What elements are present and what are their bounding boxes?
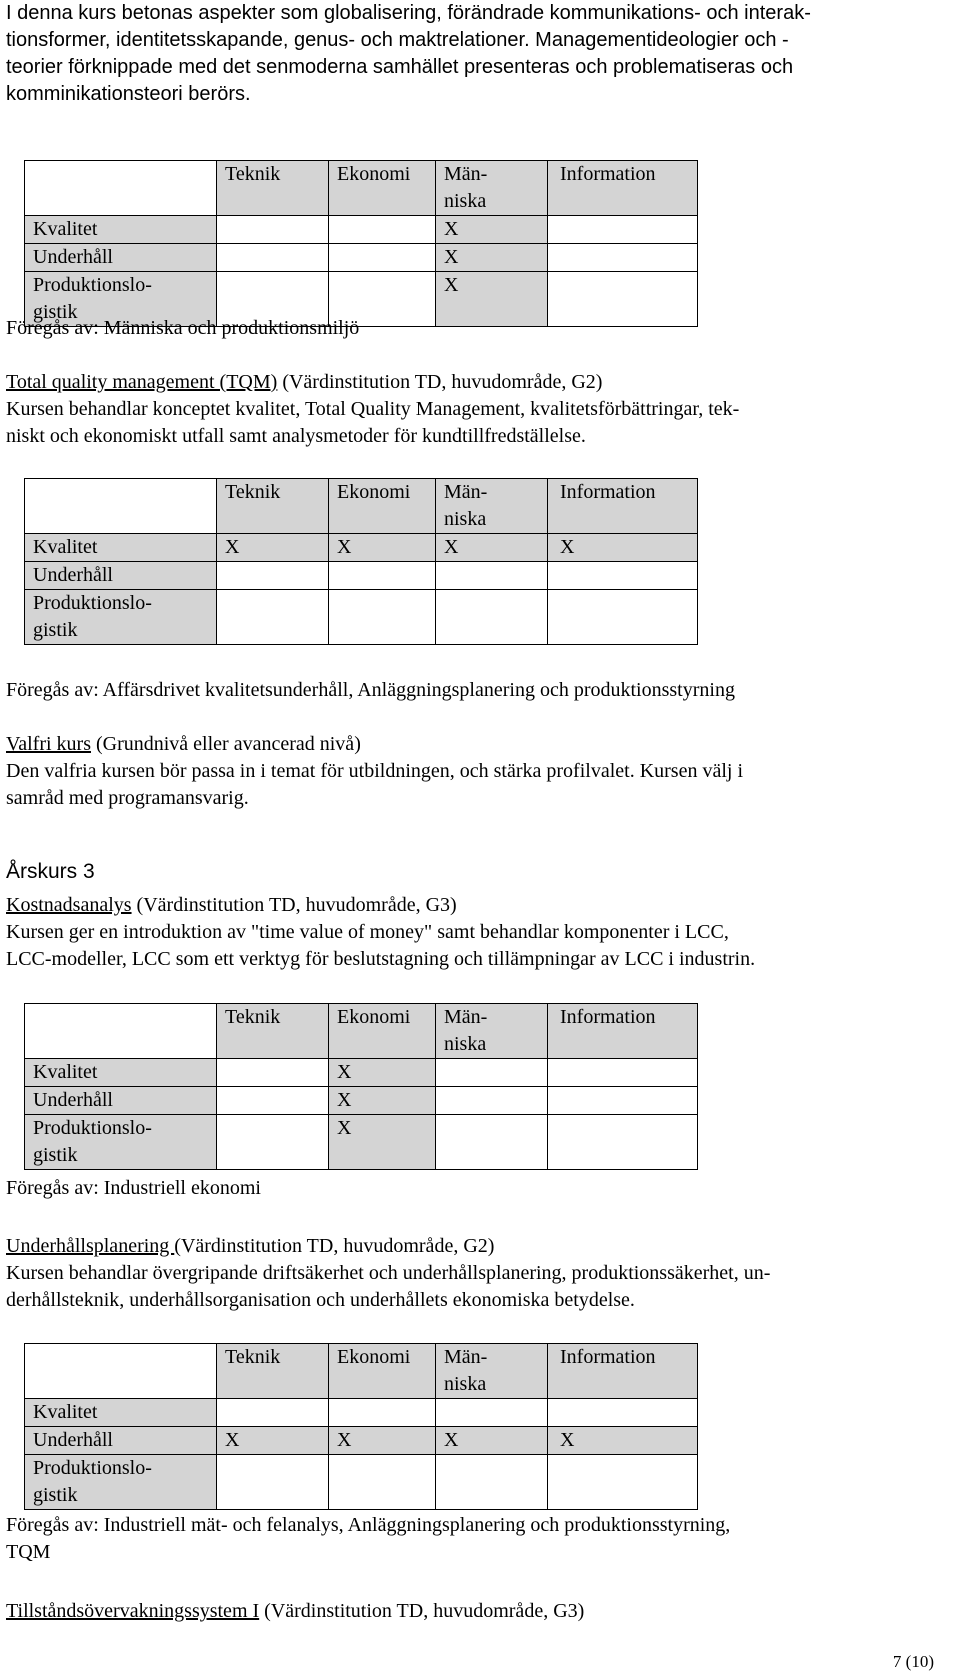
page-number: 7 (10) — [892, 1652, 934, 1671]
cell-ekonomi — [329, 1455, 436, 1510]
row-label-kvalitet: Kvalitet — [25, 534, 217, 562]
row-label-produktionslogistik: Produktionslo- gistik — [25, 272, 217, 327]
header-teknik: Teknik — [217, 479, 329, 534]
section-heading-arskurs-3: Årskurs 3 — [6, 860, 95, 883]
course-underhallsplanering — [6, 1233, 936, 1314]
cell-ekonomi: X — [329, 1115, 436, 1170]
cell-information: X — [548, 1427, 698, 1455]
cell-ekonomi — [329, 244, 436, 272]
intro-line: tionsformer, identitetsskapande, genus- och maktrelationer. Managementideologier och - — [6, 29, 789, 51]
row-label-underhall: Underhåll — [25, 562, 217, 590]
header-manniska: Män- niska — [436, 479, 548, 534]
header-teknik: Teknik — [217, 1344, 329, 1399]
course-description-line: niskt och ekonomiskt utfall samt analysmetoder för kundtillfredställelse. — [6, 425, 586, 447]
subject-matrix-1 — [24, 160, 698, 327]
cell-teknik: X — [217, 534, 329, 562]
cell-manniska — [436, 1399, 548, 1427]
intro-line: teorier förknippade med det senmoderna samhället presenteras och problematiseras och — [6, 56, 794, 78]
header-ekonomi: Ekonomi — [329, 1344, 436, 1399]
course-meta: (Värdinstitution TD, huvudområde, G3) — [259, 1600, 585, 1622]
cell-manniska — [436, 1455, 548, 1510]
cell-manniska: X — [436, 534, 548, 562]
row-label-underhall: Underhåll — [25, 1427, 217, 1455]
course-meta: (Värdinstitution TD, huvudområde, G2) — [277, 371, 603, 393]
intro-line: I denna kurs betonas aspekter som globalisering, förändrade kommunikations- och interak- — [6, 2, 811, 24]
cell-teknik — [217, 1455, 329, 1510]
cell-ekonomi: X — [329, 1427, 436, 1455]
header-information: Information — [548, 1344, 698, 1399]
header-information: Information — [548, 161, 698, 216]
course-description-line: Kursen behandlar konceptet kvalitet, Total Quality Management, kvalitetsförbättringar, tek- — [6, 398, 740, 420]
row-label-produktionslogistik: Produktionslo- gistik — [25, 1115, 217, 1170]
cell-information — [548, 562, 698, 590]
preceded-by-1: Föregås av: Människa och produktionsmiljö — [6, 317, 360, 339]
cell-information: X — [548, 534, 698, 562]
header-manniska: Män- niska — [436, 161, 548, 216]
cell-teknik — [217, 216, 329, 244]
course-valfri — [6, 731, 936, 812]
row-label-kvalitet: Kvalitet — [25, 216, 217, 244]
intro-paragraph — [6, 0, 936, 108]
header-ekonomi: Ekonomi — [329, 479, 436, 534]
cell-ekonomi: X — [329, 1059, 436, 1087]
course-title: Total quality management (TQM) — [6, 371, 278, 393]
cell-manniska — [436, 1059, 548, 1087]
cell-manniska — [436, 1115, 548, 1170]
header-teknik: Teknik — [217, 161, 329, 216]
course-description-line: samråd med programansvarig. — [6, 787, 249, 809]
cell-ekonomi — [329, 216, 436, 244]
header-manniska: Män- niska — [436, 1004, 548, 1059]
cell-teknik: X — [217, 1427, 329, 1455]
course-tqm — [6, 369, 936, 450]
course-description-line: LCC-modeller, LCC som ett verktyg för beslutstagning och tillämpningar av LCC i industrin. — [6, 948, 756, 970]
cell-manniska: X — [436, 216, 548, 244]
course-tillstandsovervakning — [6, 1598, 936, 1625]
preceded-by-2: Föregås av: Affärsdrivet kvalitetsunderhåll, Anläggningsplanering och produktionsstyrning — [6, 679, 735, 701]
cell-teknik — [217, 1399, 329, 1427]
cell-manniska — [436, 1087, 548, 1115]
cell-manniska: X — [436, 244, 548, 272]
course-title: Valfri kurs — [6, 733, 91, 755]
subject-matrix-2 — [24, 478, 698, 645]
preceded-by-line: Föregås av: Industriell mät- och felanalys, Anläggningsplanering och produktionsstyrning, — [6, 1514, 731, 1536]
course-title: Underhållsplanering — [6, 1235, 175, 1257]
course-title: Kostnadsanalys — [6, 894, 132, 916]
row-label-produktionslogistik: Produktionslo- gistik — [25, 590, 217, 645]
cell-teknik — [217, 1115, 329, 1170]
header-information: Information — [548, 1004, 698, 1059]
preceded-by-line: TQM — [6, 1541, 51, 1563]
course-title: Tillståndsövervakningssystem I — [6, 1600, 260, 1622]
cell-ekonomi: X — [329, 1087, 436, 1115]
cell-teknik — [217, 590, 329, 645]
row-label-underhall: Underhåll — [25, 244, 217, 272]
header-teknik: Teknik — [217, 1004, 329, 1059]
row-label-produktionslogistik: Produktionslo- gistik — [25, 1455, 217, 1510]
course-meta: (Värdinstitution TD, huvudområde, G3) — [131, 894, 457, 916]
cell-information — [548, 244, 698, 272]
header-manniska: Män- niska — [436, 1344, 548, 1399]
cell-ekonomi — [329, 1399, 436, 1427]
intro-line: komminikationsteori berörs. — [6, 83, 251, 105]
cell-information — [548, 216, 698, 244]
cell-manniska: X — [436, 1427, 548, 1455]
cell-teknik — [217, 562, 329, 590]
subject-matrix-3 — [24, 1003, 698, 1170]
cell-teknik — [217, 244, 329, 272]
preceded-by-4 — [6, 1512, 936, 1566]
course-description-line: derhållsteknik, underhållsorganisation och underhållets ekonomiska betydelse. — [6, 1289, 635, 1311]
subject-matrix-4 — [24, 1343, 698, 1510]
cell-manniska — [436, 562, 548, 590]
header-information: Information — [548, 479, 698, 534]
cell-ekonomi — [329, 590, 436, 645]
cell-manniska: X — [436, 272, 548, 327]
cell-information — [548, 1455, 698, 1510]
row-label-underhall: Underhåll — [25, 1087, 217, 1115]
course-description-line: Den valfria kursen bör passa in i temat för utbildningen, och stärka profilvalet. Kursen välj i — [6, 760, 744, 782]
course-meta: (Grundnivå eller avancerad nivå) — [90, 733, 361, 755]
course-meta: (Värdinstitution TD, huvudområde, G2) — [174, 1235, 495, 1257]
cell-information — [548, 1399, 698, 1427]
cell-information — [548, 1059, 698, 1087]
cell-teknik — [217, 1087, 329, 1115]
cell-information — [548, 1087, 698, 1115]
cell-teknik — [217, 1059, 329, 1087]
header-ekonomi: Ekonomi — [329, 161, 436, 216]
row-label-kvalitet: Kvalitet — [25, 1399, 217, 1427]
cell-ekonomi — [329, 562, 436, 590]
course-kostnadsanalys — [6, 892, 936, 973]
header-ekonomi: Ekonomi — [329, 1004, 436, 1059]
course-description-line: Kursen ger en introduktion av "time value of money" samt behandlar komponenter i LCC, — [6, 921, 729, 943]
cell-information — [548, 1115, 698, 1170]
preceded-by-3: Föregås av: Industriell ekonomi — [6, 1177, 261, 1199]
cell-ekonomi: X — [329, 534, 436, 562]
course-description-line: Kursen behandlar övergripande driftsäkerhet och underhållsplanering, produktionssäkerhet, un- — [6, 1262, 771, 1284]
cell-manniska — [436, 590, 548, 645]
cell-information — [548, 590, 698, 645]
row-label-kvalitet: Kvalitet — [25, 1059, 217, 1087]
